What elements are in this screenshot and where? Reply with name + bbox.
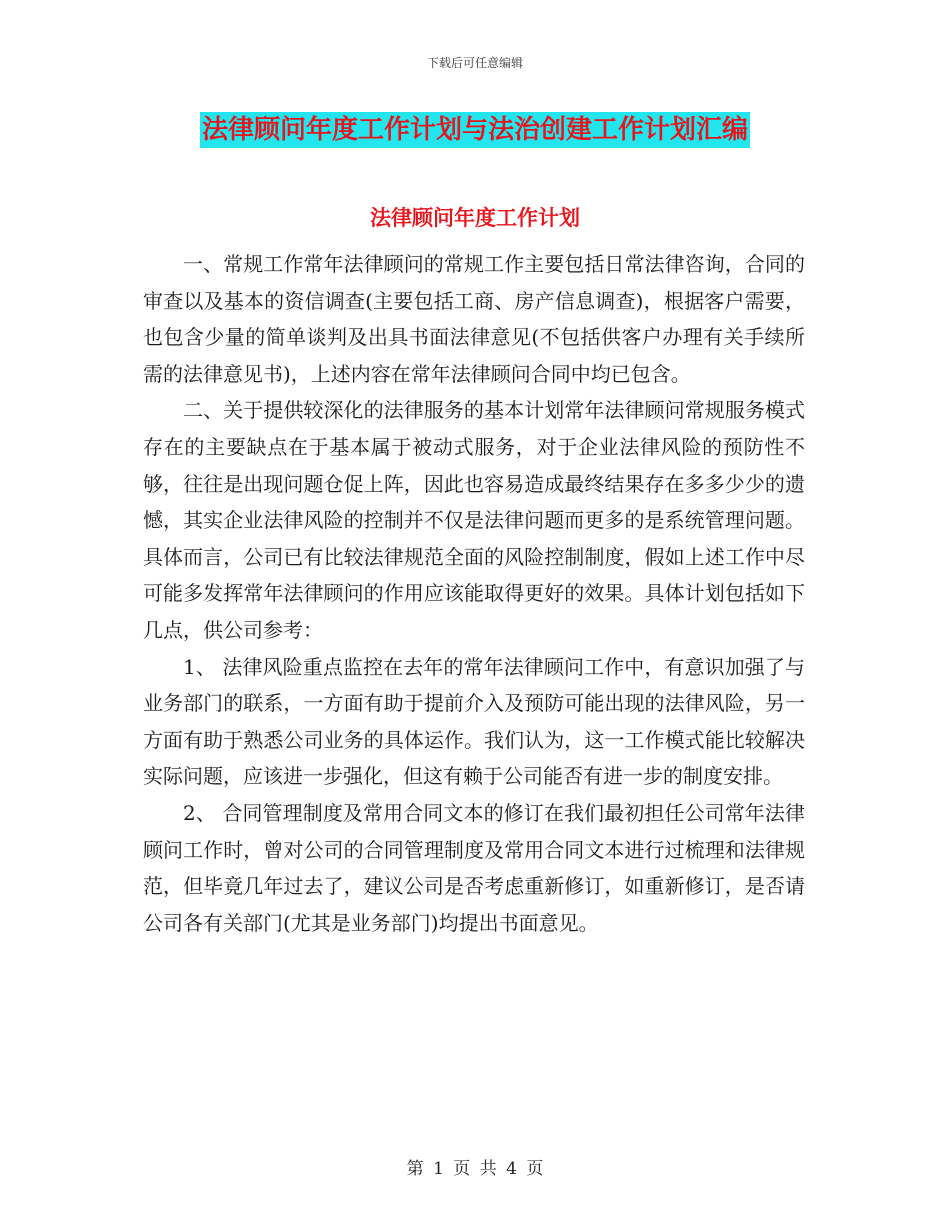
paragraph-routine-work: 一、常规工作常年法律顾问的常规工作主要包括日常法律咨询，合同的审查以及基本的资信调查(主要包括工商、房产信息调查)，根据客户需要，也包含少量的简单谈判及出具书面法律意见(不包括供客户办理有关手续所需的法律意见书)，上述内容在常年法律顾问合同中均已包含。 — [143, 252, 805, 386]
document-title: 法律顾问年度工作计划与法治创建工作计划汇编 — [200, 112, 750, 148]
header-note: 下载后可任意编辑 — [426, 56, 523, 70]
paragraph-contract-revision: 2、 合同管理制度及常用合同文本的修订在我们最初担任公司常年法律顾问工作时，曾对公司的合同管理制度及常用合同文本进行过梳理和法律规范，但毕竟几年过去了，建议公司是否考虑重新修订，如重新修订，是否请公司各有关部门(尤其是业务部门)均提出书面意见。 — [143, 800, 805, 935]
paragraph-service-plan: 二、关于提供较深化的法律服务的基本计划常年法律顾问常规服务模式存在的主要缺点在于基本属于被动式服务，对于企业法律风险的预防性不够，往往是出现问题仓促上阵，因此也容易造成最终结果存在多多少少的遗憾，其实企业法律风险的控制并不仅是法律问题而更多的是系统管理问题。具体而言，公司已有比较法律规范全面的风险控制制度，假如上述工作中尽可能多发挥常年法律顾问的作用应该能取得更好的效果。具体计划包括如下几点，供公司参考： — [143, 398, 805, 642]
paragraph-risk-monitoring: 1、 法律风险重点监控在去年的常年法律顾问工作中，有意识加强了与业务部门的联系，一方面有助于提前介入及预防可能出现的法律风险，另一方面有助于熟悉公司业务的具体运作。我们认为，这一工作模式能比较解决实际问题，应该进一步强化，但这有赖于公司能否有进一步的制度安排。 — [143, 654, 805, 789]
document-title-wrap — [0, 112, 950, 148]
page-footer: 第 1 页 共 4 页 — [406, 1159, 544, 1179]
document-body — [143, 246, 805, 941]
section-title: 法律顾问年度工作计划 — [370, 206, 580, 230]
